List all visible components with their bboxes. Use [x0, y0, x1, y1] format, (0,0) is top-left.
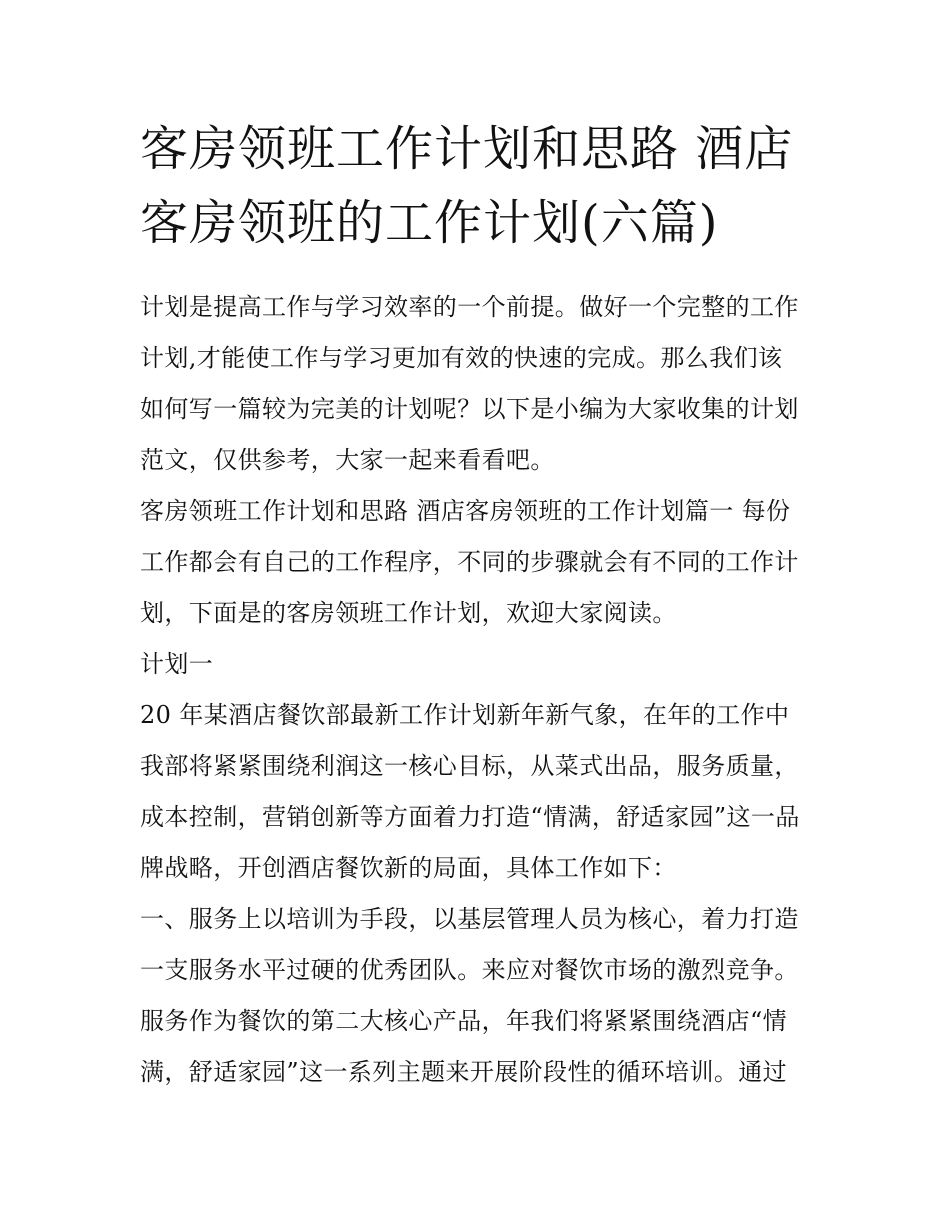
text-line: 范文，仅供参考，大家一起来看看吧。	[140, 446, 555, 474]
text-line: 客房领班工作计划和思路 酒店客房领班的工作计划篇一 每份	[140, 497, 791, 525]
text-line: 划，下面是的客房领班工作计划，欢迎大家阅读。	[140, 599, 677, 627]
text-line: 如何写一篇较为完美的计划呢？以下是小编为大家收集的计划	[140, 395, 799, 423]
section-heading: 计划一	[140, 650, 214, 678]
text-line: 一、服务上以培训为手段，以基层管理人员为核心，着力打造	[140, 905, 799, 933]
text-line: 满，舒适家园”这一系列主题来开展阶段性的循环培训。通过	[140, 1058, 788, 1086]
text-line: 一支服务水平过硬的优秀团队。来应对餐饮市场的激烈竞争。	[140, 956, 799, 984]
text-line: 我部将紧紧围绕利润这一核心目标，从菜式出品，服务质量，	[140, 752, 799, 780]
text-line: 工作都会有自己的工作程序，不同的步骤就会有不同的工作计	[140, 548, 799, 576]
text-line: 20 年某酒店餐饮部最新工作计划新年新气象，在年的工作中	[140, 701, 790, 729]
document-page	[140, 112, 820, 1098]
text-line: 服务作为餐饮的第二大核心产品，年我们将紧紧围绕酒店“情	[140, 1007, 788, 1035]
document-body	[140, 282, 820, 1098]
text-line: 牌战略，开创酒店餐饮新的局面，具体工作如下：	[140, 854, 677, 882]
text-line: 计划是提高工作与学习效率的一个前提。做好一个完整的工作	[140, 293, 799, 321]
document-title	[140, 112, 820, 260]
title-line-2: 客房领班的工作计划(六篇)	[140, 195, 719, 251]
title-line-1: 客房领班工作计划和思路 酒店	[140, 121, 794, 177]
text-line: 成本控制，营销创新等方面着力打造“情满，舒适家园”这一品	[140, 803, 800, 831]
text-line: 计划,才能使工作与学习更加有效的快速的完成。那么我们该	[140, 344, 783, 372]
